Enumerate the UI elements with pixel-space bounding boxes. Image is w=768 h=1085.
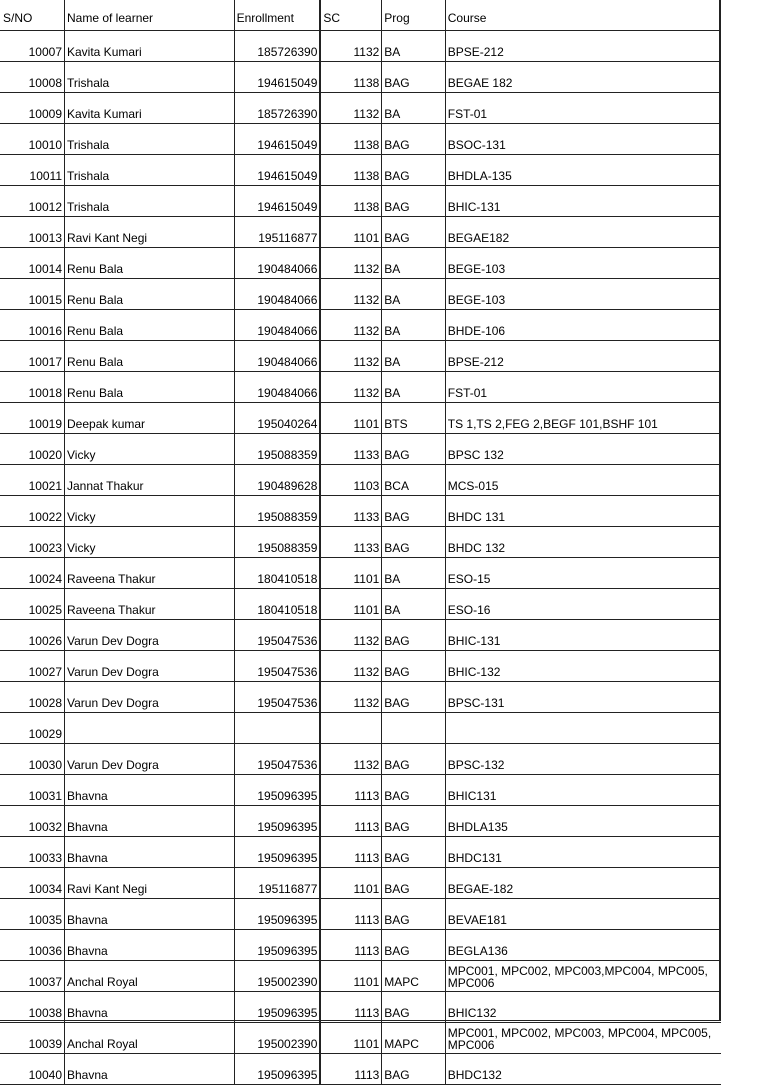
cell-enrollment: 195096395 bbox=[234, 898, 320, 929]
cell-sno: 10009 bbox=[0, 92, 65, 123]
cell-enrollment: 194615049 bbox=[234, 185, 320, 216]
cell-name: Jannat Thakur bbox=[65, 464, 235, 495]
cell-sc: 1133 bbox=[320, 433, 381, 464]
cell-sc: 1103 bbox=[320, 464, 381, 495]
cell-course: BHIC132 bbox=[445, 991, 721, 1022]
cell-enrollment: 195096395 bbox=[234, 1053, 320, 1084]
cell-sc: 1132 bbox=[320, 650, 381, 681]
cell-course: BPSE-212 bbox=[445, 30, 721, 61]
table-row bbox=[0, 650, 721, 681]
cell-prog: BA bbox=[382, 588, 445, 619]
cell-name: Trishala bbox=[65, 123, 235, 154]
cell-enrollment: 195047536 bbox=[234, 619, 320, 650]
cell-prog: BA bbox=[382, 309, 445, 340]
cell-sc: 1101 bbox=[320, 557, 381, 588]
cell-prog: BA bbox=[382, 557, 445, 588]
cell-sc: 1133 bbox=[320, 526, 381, 557]
cell-name: Varun Dev Dogra bbox=[65, 681, 235, 712]
header-sc: SC bbox=[320, 0, 381, 30]
cell-course bbox=[445, 712, 721, 743]
cell-course: FST-01 bbox=[445, 371, 721, 402]
cell-enrollment: 195040264 bbox=[234, 402, 320, 433]
cell-name: Ravi Kant Negi bbox=[65, 216, 235, 247]
cell-sno: 10029 bbox=[0, 712, 65, 743]
cell-sc bbox=[320, 712, 381, 743]
cell-course: MPC001, MPC002, MPC003, MPC004, MPC005, MPC006 bbox=[445, 1022, 721, 1053]
table-row bbox=[0, 681, 721, 712]
cell-sno: 10033 bbox=[0, 836, 65, 867]
cell-name: Varun Dev Dogra bbox=[65, 650, 235, 681]
cell-course: BPSC-132 bbox=[445, 743, 721, 774]
table-row bbox=[0, 123, 721, 154]
cell-sno: 10030 bbox=[0, 743, 65, 774]
cell-course: BHDC131 bbox=[445, 836, 721, 867]
cell-course: BEGE-103 bbox=[445, 278, 721, 309]
cell-sc: 1132 bbox=[320, 278, 381, 309]
table-row bbox=[0, 929, 721, 960]
cell-sc: 1132 bbox=[320, 247, 381, 278]
cell-name: Bhavna bbox=[65, 836, 235, 867]
cell-sc: 1101 bbox=[320, 588, 381, 619]
table-row bbox=[0, 247, 721, 278]
cell-name: Trishala bbox=[65, 61, 235, 92]
table-row bbox=[0, 867, 721, 898]
table-row bbox=[0, 1022, 721, 1053]
header-enrollment: Enrollment bbox=[234, 0, 320, 30]
cell-prog: BAG bbox=[382, 681, 445, 712]
cell-name: Renu Bala bbox=[65, 278, 235, 309]
cell-sc: 1132 bbox=[320, 619, 381, 650]
cell-enrollment: 185726390 bbox=[234, 30, 320, 61]
cell-course: BHIC-131 bbox=[445, 185, 721, 216]
table-row bbox=[0, 991, 721, 1022]
cell-course: BHDC132 bbox=[445, 1053, 721, 1084]
cell-sno: 10010 bbox=[0, 123, 65, 154]
table-row bbox=[0, 92, 721, 123]
cell-prog: BA bbox=[382, 371, 445, 402]
cell-course: ESO-15 bbox=[445, 557, 721, 588]
cell-name: Bhavna bbox=[65, 898, 235, 929]
cell-sc: 1101 bbox=[320, 960, 381, 991]
cell-sno: 10018 bbox=[0, 371, 65, 402]
table-row bbox=[0, 216, 721, 247]
cell-prog: BAG bbox=[382, 433, 445, 464]
cell-name: Raveena Thakur bbox=[65, 588, 235, 619]
cell-course: BSOC-131 bbox=[445, 123, 721, 154]
table-row bbox=[0, 898, 721, 929]
table-row bbox=[0, 836, 721, 867]
cell-course: TS 1,TS 2,FEG 2,BEGF 101,BSHF 101 bbox=[445, 402, 721, 433]
table-row bbox=[0, 960, 721, 991]
cell-enrollment: 195088359 bbox=[234, 495, 320, 526]
cell-enrollment: 195096395 bbox=[234, 805, 320, 836]
cell-enrollment: 194615049 bbox=[234, 123, 320, 154]
cell-sno: 10011 bbox=[0, 154, 65, 185]
cell-prog: BAG bbox=[382, 650, 445, 681]
cell-name: Bhavna bbox=[65, 805, 235, 836]
cell-enrollment: 190484066 bbox=[234, 247, 320, 278]
cell-prog: BAG bbox=[382, 123, 445, 154]
cell-course: BEGLA136 bbox=[445, 929, 721, 960]
cell-prog: BAG bbox=[382, 1053, 445, 1084]
cell-name: Vicky bbox=[65, 433, 235, 464]
cell-enrollment: 195002390 bbox=[234, 1022, 320, 1053]
cell-sno: 10039 bbox=[0, 1022, 65, 1053]
cell-name: Varun Dev Dogra bbox=[65, 619, 235, 650]
cell-sc: 1113 bbox=[320, 774, 381, 805]
cell-course: BHDLA135 bbox=[445, 805, 721, 836]
cell-course: BPSC-131 bbox=[445, 681, 721, 712]
cell-sc: 1132 bbox=[320, 743, 381, 774]
header-name: Name of learner bbox=[65, 0, 235, 30]
cell-sno: 10037 bbox=[0, 960, 65, 991]
table-row bbox=[0, 154, 721, 185]
cell-enrollment: 195116877 bbox=[234, 867, 320, 898]
cell-enrollment: 195096395 bbox=[234, 836, 320, 867]
cell-enrollment: 190484066 bbox=[234, 371, 320, 402]
cell-name: Varun Dev Dogra bbox=[65, 743, 235, 774]
table-row bbox=[0, 309, 721, 340]
cell-prog: BAG bbox=[382, 495, 445, 526]
cell-sno: 10014 bbox=[0, 247, 65, 278]
cell-name bbox=[65, 712, 235, 743]
table-row bbox=[0, 557, 721, 588]
cell-prog: BAG bbox=[382, 991, 445, 1022]
cell-course: BHDC 132 bbox=[445, 526, 721, 557]
cell-course: BEGE-103 bbox=[445, 247, 721, 278]
cell-prog: BCA bbox=[382, 464, 445, 495]
cell-enrollment: 180410518 bbox=[234, 557, 320, 588]
cell-prog: BAG bbox=[382, 526, 445, 557]
table-row bbox=[0, 433, 721, 464]
cell-name: Deepak kumar bbox=[65, 402, 235, 433]
table-row bbox=[0, 805, 721, 836]
cell-sno: 10028 bbox=[0, 681, 65, 712]
cell-sc: 1101 bbox=[320, 402, 381, 433]
cell-sc: 1101 bbox=[320, 1022, 381, 1053]
cell-course: MCS-015 bbox=[445, 464, 721, 495]
cell-prog: BAG bbox=[382, 929, 445, 960]
cell-sc: 1101 bbox=[320, 867, 381, 898]
cell-sno: 10017 bbox=[0, 340, 65, 371]
cell-prog: BTS bbox=[382, 402, 445, 433]
cell-course: BHDE-106 bbox=[445, 309, 721, 340]
cell-prog: BA bbox=[382, 278, 445, 309]
cell-name: Raveena Thakur bbox=[65, 557, 235, 588]
cell-sc: 1133 bbox=[320, 495, 381, 526]
cell-sno: 10034 bbox=[0, 867, 65, 898]
cell-name: Bhavna bbox=[65, 1053, 235, 1084]
cell-prog: BAG bbox=[382, 836, 445, 867]
cell-course: ESO-16 bbox=[445, 588, 721, 619]
cell-enrollment: 195047536 bbox=[234, 650, 320, 681]
table-row bbox=[0, 402, 721, 433]
cell-sc: 1113 bbox=[320, 898, 381, 929]
cell-sc: 1132 bbox=[320, 340, 381, 371]
cell-course: BEGAE-182 bbox=[445, 867, 721, 898]
table-header-row bbox=[0, 0, 721, 30]
table-row bbox=[0, 526, 721, 557]
cell-name: Trishala bbox=[65, 154, 235, 185]
cell-sno: 10026 bbox=[0, 619, 65, 650]
cell-enrollment: 190484066 bbox=[234, 340, 320, 371]
cell-name: Bhavna bbox=[65, 929, 235, 960]
cell-course: MPC001, MPC002, MPC003,MPC004, MPC005, MPC006 bbox=[445, 960, 721, 991]
cell-prog: MAPC bbox=[382, 1022, 445, 1053]
cell-sno: 10020 bbox=[0, 433, 65, 464]
cell-course: FST-01 bbox=[445, 92, 721, 123]
cell-sc: 1113 bbox=[320, 991, 381, 1022]
cell-name: Renu Bala bbox=[65, 340, 235, 371]
cell-sno: 10013 bbox=[0, 216, 65, 247]
cell-course: BEGAE182 bbox=[445, 216, 721, 247]
cell-course: BPSC 132 bbox=[445, 433, 721, 464]
cell-sno: 10031 bbox=[0, 774, 65, 805]
table-row bbox=[0, 1053, 721, 1084]
cell-sc: 1138 bbox=[320, 185, 381, 216]
cell-enrollment: 195096395 bbox=[234, 929, 320, 960]
cell-sno: 10008 bbox=[0, 61, 65, 92]
cell-sc: 1138 bbox=[320, 154, 381, 185]
header-prog: Prog bbox=[382, 0, 445, 30]
cell-name: Kavita Kumari bbox=[65, 30, 235, 61]
cell-course: BHDC 131 bbox=[445, 495, 721, 526]
cell-sno: 10032 bbox=[0, 805, 65, 836]
cell-sc: 1132 bbox=[320, 30, 381, 61]
table-row bbox=[0, 712, 721, 743]
cell-sno: 10021 bbox=[0, 464, 65, 495]
table-row bbox=[0, 30, 721, 61]
cell-prog: BAG bbox=[382, 867, 445, 898]
cell-name: Renu Bala bbox=[65, 247, 235, 278]
cell-prog: BAG bbox=[382, 805, 445, 836]
table-row bbox=[0, 495, 721, 526]
cell-sno: 10040 bbox=[0, 1053, 65, 1084]
cell-prog: BAG bbox=[382, 743, 445, 774]
cell-sc: 1113 bbox=[320, 836, 381, 867]
table-row bbox=[0, 185, 721, 216]
cell-sno: 10025 bbox=[0, 588, 65, 619]
cell-enrollment: 195002390 bbox=[234, 960, 320, 991]
cell-name: Anchal Royal bbox=[65, 1022, 235, 1053]
table-row bbox=[0, 743, 721, 774]
table-row bbox=[0, 61, 721, 92]
cell-sno: 10022 bbox=[0, 495, 65, 526]
table-body bbox=[0, 30, 721, 1084]
cell-prog: BA bbox=[382, 340, 445, 371]
cell-sc: 1132 bbox=[320, 92, 381, 123]
cell-prog: BAG bbox=[382, 154, 445, 185]
cell-sno: 10019 bbox=[0, 402, 65, 433]
table-row bbox=[0, 588, 721, 619]
table-row bbox=[0, 774, 721, 805]
cell-sc: 1113 bbox=[320, 805, 381, 836]
table-row bbox=[0, 340, 721, 371]
cell-name: Trishala bbox=[65, 185, 235, 216]
cell-enrollment: 190484066 bbox=[234, 309, 320, 340]
cell-course: BPSE-212 bbox=[445, 340, 721, 371]
cell-prog: BAG bbox=[382, 61, 445, 92]
cell-enrollment: 195096395 bbox=[234, 991, 320, 1022]
cell-sno: 10035 bbox=[0, 898, 65, 929]
cell-prog: BAG bbox=[382, 216, 445, 247]
cell-name: Vicky bbox=[65, 526, 235, 557]
table-row bbox=[0, 371, 721, 402]
cell-sno: 10036 bbox=[0, 929, 65, 960]
cell-sno: 10007 bbox=[0, 30, 65, 61]
cell-enrollment: 195047536 bbox=[234, 743, 320, 774]
cell-sno: 10016 bbox=[0, 309, 65, 340]
cell-course: BEVAE181 bbox=[445, 898, 721, 929]
cell-sc: 1101 bbox=[320, 216, 381, 247]
cell-enrollment: 195088359 bbox=[234, 433, 320, 464]
cell-sno: 10012 bbox=[0, 185, 65, 216]
cell-sno: 10027 bbox=[0, 650, 65, 681]
cell-prog: BAG bbox=[382, 619, 445, 650]
cell-sc: 1132 bbox=[320, 681, 381, 712]
cell-enrollment: 195047536 bbox=[234, 681, 320, 712]
cell-sno: 10024 bbox=[0, 557, 65, 588]
cell-enrollment: 194615049 bbox=[234, 61, 320, 92]
cell-enrollment: 190489628 bbox=[234, 464, 320, 495]
cell-name: Kavita Kumari bbox=[65, 92, 235, 123]
cell-enrollment: 195088359 bbox=[234, 526, 320, 557]
cell-sno: 10015 bbox=[0, 278, 65, 309]
cell-course: BHDLA-135 bbox=[445, 154, 721, 185]
table-row bbox=[0, 464, 721, 495]
cell-course: BHIC131 bbox=[445, 774, 721, 805]
cell-enrollment: 180410518 bbox=[234, 588, 320, 619]
cell-enrollment: 185726390 bbox=[234, 92, 320, 123]
cell-sc: 1138 bbox=[320, 123, 381, 154]
cell-sc: 1113 bbox=[320, 929, 381, 960]
cell-enrollment: 194615049 bbox=[234, 154, 320, 185]
cell-enrollment: 190484066 bbox=[234, 278, 320, 309]
cell-sno: 10038 bbox=[0, 991, 65, 1022]
header-sno: S/NO bbox=[0, 0, 65, 30]
cell-name: Anchal Royal bbox=[65, 960, 235, 991]
cell-sc: 1113 bbox=[320, 1053, 381, 1084]
cell-name: Vicky bbox=[65, 495, 235, 526]
cell-prog: BAG bbox=[382, 774, 445, 805]
cell-prog: BA bbox=[382, 30, 445, 61]
cell-prog: BA bbox=[382, 92, 445, 123]
table-row bbox=[0, 278, 721, 309]
cell-prog: BAG bbox=[382, 898, 445, 929]
cell-name: Bhavna bbox=[65, 991, 235, 1022]
cell-prog: BAG bbox=[382, 185, 445, 216]
cell-course: BHIC-131 bbox=[445, 619, 721, 650]
cell-enrollment: 195096395 bbox=[234, 774, 320, 805]
cell-sno: 10023 bbox=[0, 526, 65, 557]
cell-name: Ravi Kant Negi bbox=[65, 867, 235, 898]
cell-name: Renu Bala bbox=[65, 309, 235, 340]
cell-enrollment bbox=[234, 712, 320, 743]
cell-prog: BA bbox=[382, 247, 445, 278]
cell-name: Bhavna bbox=[65, 774, 235, 805]
header-course: Course bbox=[445, 0, 721, 30]
cell-prog bbox=[382, 712, 445, 743]
cell-name: Renu Bala bbox=[65, 371, 235, 402]
cell-sc: 1132 bbox=[320, 371, 381, 402]
cell-course: BHIC-132 bbox=[445, 650, 721, 681]
cell-course: BEGAE 182 bbox=[445, 61, 721, 92]
cell-sc: 1138 bbox=[320, 61, 381, 92]
table-row bbox=[0, 619, 721, 650]
cell-enrollment: 195116877 bbox=[234, 216, 320, 247]
cell-prog: MAPC bbox=[382, 960, 445, 991]
cell-sc: 1132 bbox=[320, 309, 381, 340]
